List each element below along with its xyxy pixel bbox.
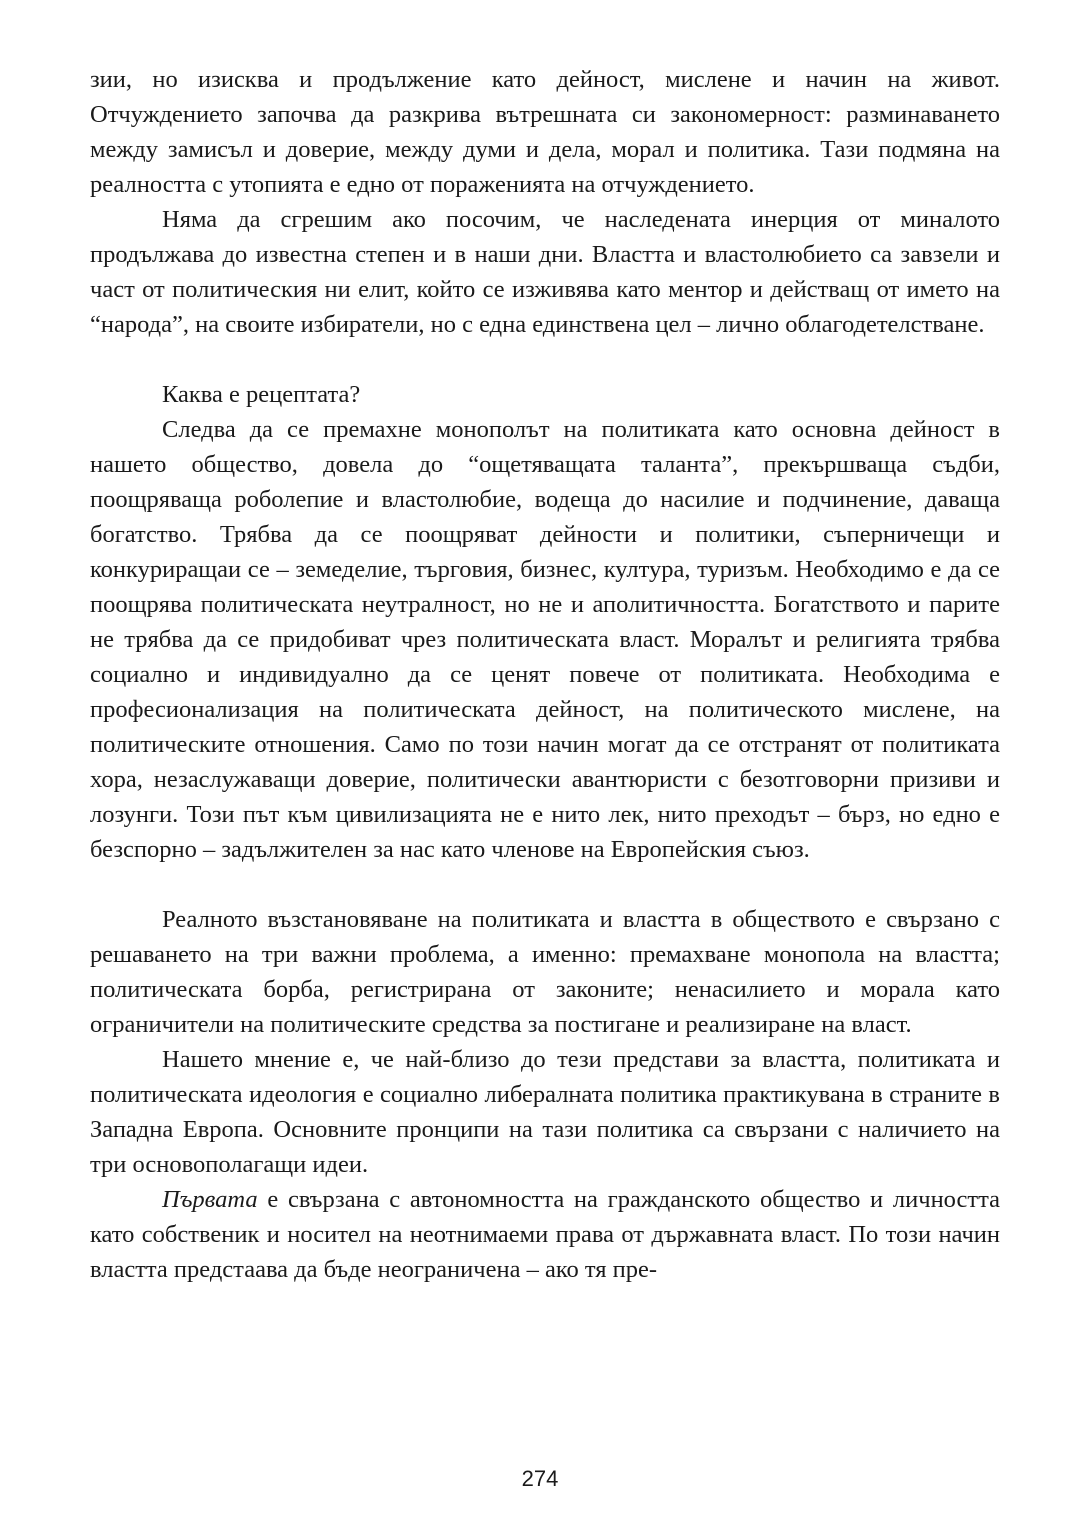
paragraph-restoration: Реалното възстановяване на политиката и властта в обществото е свързано с решаването на три важни проблема, а именно: премахване монопола на властта; политическата борба, регистрирана от законите; ненасилието и морала като ограничители на политическите средства за постигане и реализиране на власт. xyxy=(90,906,1000,1038)
emphasis-first: Първата xyxy=(162,1186,258,1213)
paragraph-recipe: Следва да се премахне монополът на политиката като основна дейност в нашето общество, довела до “ощетяващата таланта”, прекършваща съдби, поощряваща роболепие и властолюбие, водеща до насилие и подчинение, даваща богатство. Трябва да се поощряват дейности и политики, съперничещи и конкуриращаи се – земеделие, търговия, бизнес, култура, туризъм. Необходимо е да се поощрява политическата неутралност, но не и аполитичността. Богатството и парите не трябва да се придобиват чрез политическата власт. Моралът и религията трябва социално и индивидуално да се ценят повече от политиката. Необходима е професионализация на политическата дейност, на политическото мислене, на политическите отношения. Само по този начин могат да се отстранят от политиката хора, незаслужаващи доверие, политически авантюристи с безотговорни призиви и лозунги. Този път към цивилизацията не е нито лек, нито преходът – бърз, но едно е безспорно – задължителен за нас като членове на Европейския съюз. xyxy=(90,416,1000,863)
paragraph-continuation: зии, но изисква и продължение като дейност, мислене и начин на живот. Отчуждението започва да разкрива вътрешната си закономерност: разминаването между замисъл и доверие, между думи и дела, морал и политика. Тази подмяна на реалността с утопията е едно от пораженията на отчуждението. xyxy=(90,66,1000,198)
paragraph-opinion: Нашето мнение е, че най-близо до тези представи за властта, политиката и политическата идеология е социално либералната политика практикувана в страните в Западна Европа. Основните пронципи на тази политика са свързани с наличието на три основополагащи идеи. xyxy=(90,1046,1000,1178)
page-number: 274 xyxy=(521,1466,559,1491)
paragraph-first-idea-text: е свързана с автономността на гражданското общество и личността като собственик и носител на неотнимаеми права от държавната власт. По този начин властта предстаава да бъде неограничена – ако тя пре- xyxy=(90,1186,1000,1283)
paragraph-first-idea xyxy=(90,1182,1000,1287)
paragraph-inertia: Няма да сгрешим ако посочим, че наследената инерция от миналото продължава до известна степен и в наши дни. Властта и властолюбието са завзели и част от политическия ни елит, който се изживява като ментор и действащ от името на “народа”, на своите избиратели, но с една единствена цел – лично облагодетелстване. xyxy=(90,206,1000,338)
page-body xyxy=(90,62,1000,1287)
paragraph-question: Каква е рецептата? xyxy=(162,381,361,408)
